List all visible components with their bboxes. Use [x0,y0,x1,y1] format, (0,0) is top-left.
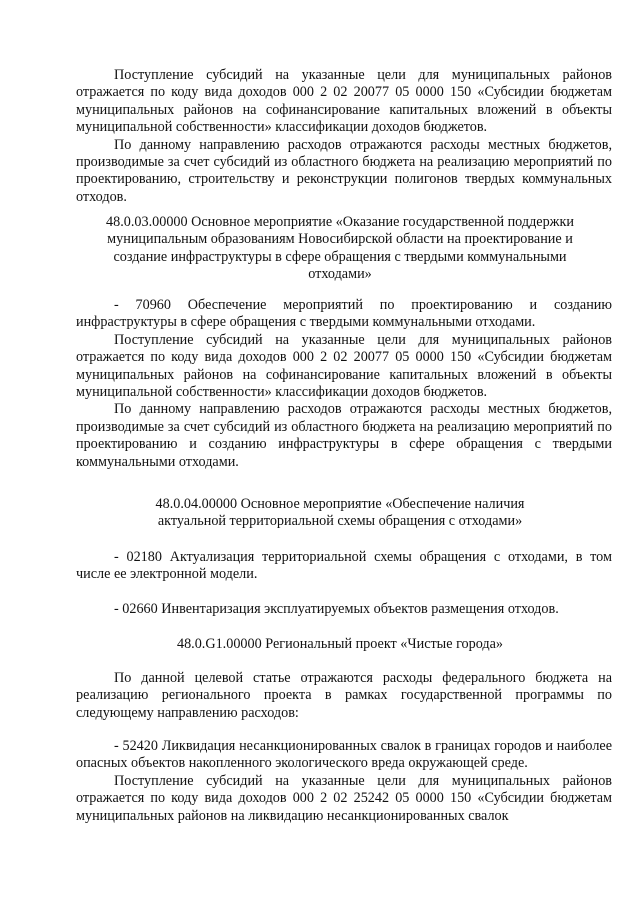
paragraph: Поступление субсидий на указанные цели для муниципальных районов отражается по коду вида доходов 000 2 02 20077 05 0000 150 «Субсидии бюджетам муниципальных районов на софинансирование капитальных вложений в объекты муниципальной собственности» классификации доходов бюджетов. [76,331,612,401]
section-heading-48-0-g1: 48.0.G1.00000 Региональный проект «Чистые города» [176,636,504,652]
paragraph: - 70960 Обеспечение мероприятий по проектированию и созданию инфраструктуры в сфере обращения с твердыми коммунальными отходами. [76,297,612,331]
paragraph: Поступление субсидий на указанные цели для муниципальных районов отражается по коду вида доходов 000 2 02 20077 05 0000 150 «Субсидии бюджетам муниципальных районов на софинансирование капитальных вложений в объекты муниципальной собственности» классификации доходов бюджетов. [76,67,612,136]
paragraph-group-6 [76,738,612,825]
paragraph: - 02180 Актуализация территориальной схемы обращения с отходами, в том числе ее электронной модели. [76,549,612,583]
paragraph: - 02660 Инвентаризация эксплуатируемых объектов размещения отходов. [114,601,559,617]
paragraph-group-4 [76,601,612,618]
paragraph-group-5 [76,670,612,722]
paragraph-group-1 [76,67,612,206]
paragraph-group-3 [76,549,612,584]
section-heading-48-0-03: 48.0.03.00000 Основное мероприятие «Оказание государственной поддержки муниципальным образованиям Новосибирской области на проектирование и создание инфраструктуры в сфере обращения с твердыми коммунальными отходами» [106,214,574,283]
paragraph-group-2 [76,297,612,471]
paragraph: По данному направлению расходов отражаются расходы местных бюджетов, производимые за счет субсидий из областного бюджета на реализацию мероприятий по проектированию и созданию инфраструктуры в сфере обращения с твердыми коммунальными отходами. [76,401,612,470]
paragraph: По данному направлению расходов отражаются расходы местных бюджетов, производимые за счет субсидий из областного бюджета на реализацию мероприятий по проектированию, строительству и реконструкции полигонов твердых коммунальных отходов. [76,136,612,205]
section-heading-48-0-04: 48.0.04.00000 Основное мероприятие «Обеспечение наличия актуальной территориальной схемы обращения с отходами» [155,496,525,530]
paragraph: - 52420 Ликвидация несанкционированных свалок в границах городов и наиболее опасных объектов накопленного экологического вреда окружающей среде. [76,738,612,772]
paragraph: По данной целевой статье отражаются расходы федерального бюджета на реализацию регионального проекта в рамках государственной программы по следующему направлению расходов: [76,670,612,721]
paragraph: Поступление субсидий на указанные цели для муниципальных районов отражается по коду вида доходов 000 2 02 25242 05 0000 150 «Субсидии бюджетам муниципальных районов на ликвидацию несанкционированных свалок [76,772,612,824]
